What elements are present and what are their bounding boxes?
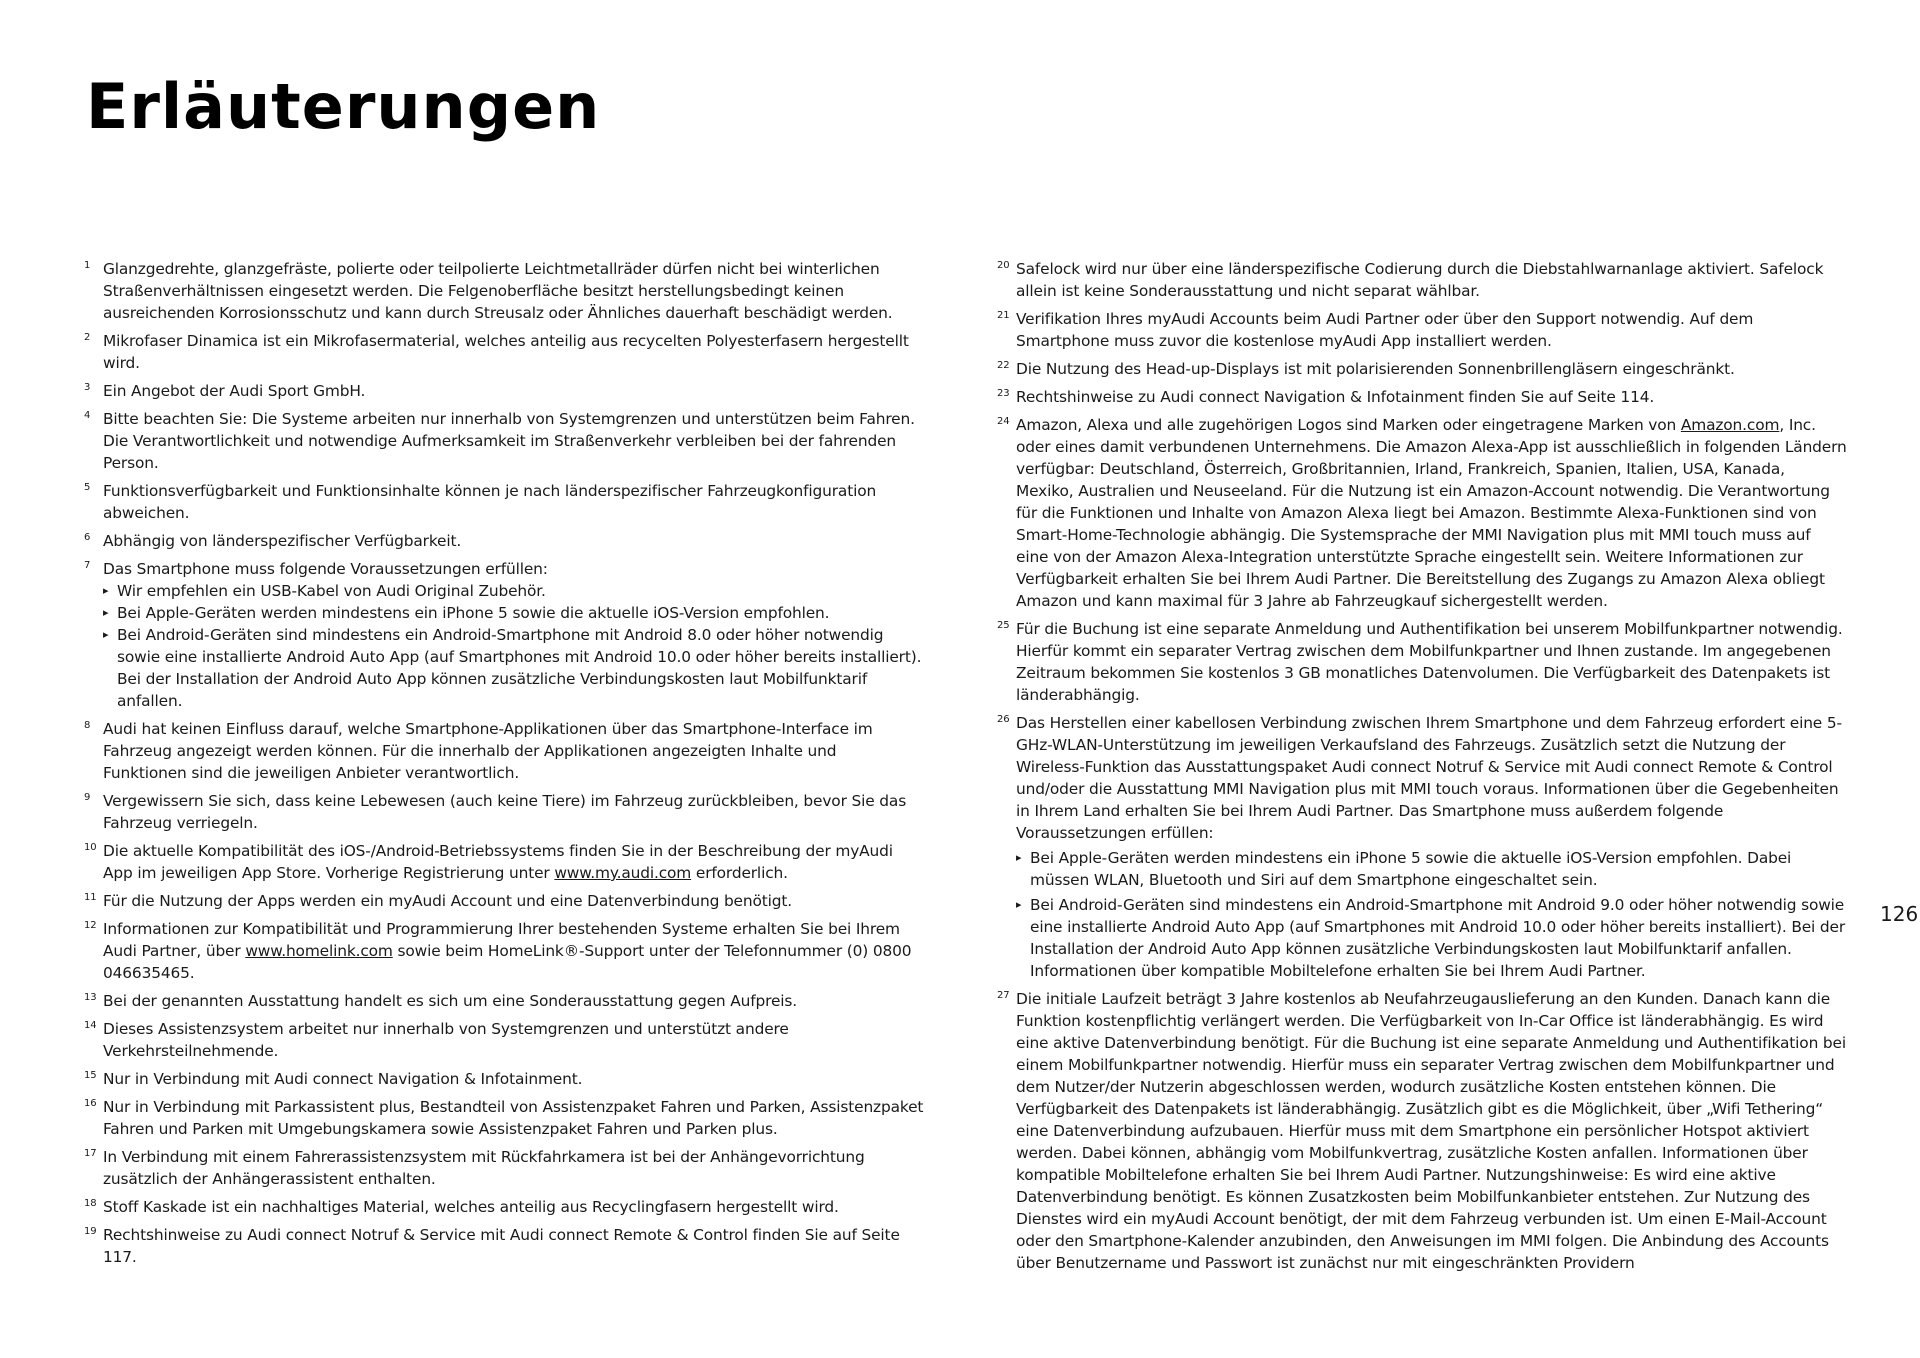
footnote-12 bbox=[84, 918, 924, 984]
footnote-number: 26 bbox=[997, 714, 1010, 725]
footnote-number: 6 bbox=[84, 532, 91, 543]
bullet-item bbox=[1016, 894, 1847, 982]
text-part: Die aktuelle Kompatibilität des iOS-/Android-Betriebssystems finden Sie in der Beschreibung der myAudi App im jeweiligen App Store. Vorherige Registrierung unter bbox=[103, 842, 893, 882]
footnote-number: 15 bbox=[84, 1070, 97, 1081]
arrow-bullet-icon: ▸ bbox=[1016, 898, 1022, 911]
footnote-7 bbox=[84, 558, 924, 712]
bullet-text: Wir empfehlen ein USB-Kabel von Audi Original Zubehör. bbox=[117, 582, 546, 600]
footnote-20 bbox=[997, 258, 1847, 302]
arrow-bullet-icon: ▸ bbox=[103, 628, 109, 641]
footnote-number: 20 bbox=[997, 260, 1010, 271]
footnote-text: Abhängig von länderspezifischer Verfügbarkeit. bbox=[103, 532, 462, 550]
footnote-14 bbox=[84, 1018, 924, 1062]
footnote-text: Nur in Verbindung mit Audi connect Navigation & Infotainment. bbox=[103, 1070, 583, 1088]
footnote-19 bbox=[84, 1224, 924, 1268]
footnote-number: 8 bbox=[84, 720, 91, 731]
footnote-number: 25 bbox=[997, 620, 1010, 631]
footnote-23 bbox=[997, 386, 1847, 408]
footnote-3 bbox=[84, 380, 924, 402]
footnote-text: Dieses Assistenzsystem arbeitet nur innerhalb von Systemgrenzen und unterstützt andere Verkehrsteilnehmende. bbox=[103, 1020, 789, 1060]
footnote-text: Bitte beachten Sie: Die Systeme arbeiten nur innerhalb von Systemgrenzen und unterstützen beim Fahren. Die Verantwortlichkeit und notwendige Aufmerksamkeit im Straßenverkehr verbleiben bei der fahrenden Person. bbox=[103, 410, 915, 472]
footnote-26 bbox=[997, 712, 1847, 982]
footnote-4 bbox=[84, 408, 924, 474]
footnote-text: Die Nutzung des Head-up-Displays ist mit polarisierenden Sonnenbrillengläsern eingeschränkt. bbox=[1016, 360, 1735, 378]
footnote-text: Vergewissern Sie sich, dass keine Lebewesen (auch keine Tiere) im Fahrzeug zurückbleiben, bevor Sie das Fahrzeug verriegeln. bbox=[103, 792, 907, 832]
page-number: 126 bbox=[1880, 902, 1919, 926]
footnote-text: Bei der genannten Ausstattung handelt es sich um eine Sonderausstattung gegen Aufpreis. bbox=[103, 992, 798, 1010]
footnote-number: 14 bbox=[84, 1020, 97, 1031]
footnote-body bbox=[1016, 712, 1847, 982]
bullet-item bbox=[103, 624, 924, 712]
footnote-number: 22 bbox=[997, 360, 1010, 371]
footnote-number: 19 bbox=[84, 1226, 97, 1237]
footnote-9 bbox=[84, 790, 924, 834]
footnote-number: 21 bbox=[997, 310, 1010, 321]
homelink-link[interactable]: www.homelink.com bbox=[245, 942, 393, 960]
footnote-21 bbox=[997, 308, 1847, 352]
footnotes-right-column bbox=[997, 258, 1847, 1280]
footnote-18 bbox=[84, 1196, 924, 1218]
footnote-text: In Verbindung mit einem Fahrerassistenzsystem mit Rückfahrkamera ist bei der Anhängevorrichtung zusätzlich der Anhängerassistent enthalten. bbox=[103, 1148, 865, 1188]
text-part: Informationen zur Kompatibilität und Programmierung Ihrer bestehenden Systeme erhalten Sie bei Ihrem Audi Partner, über bbox=[103, 920, 900, 960]
footnote-27 bbox=[997, 988, 1847, 1274]
footnote-11 bbox=[84, 890, 924, 912]
footnote-number: 27 bbox=[997, 990, 1010, 1001]
footnote-number: 18 bbox=[84, 1198, 97, 1209]
footnote-text: Funktionsverfügbarkeit und Funktionsinhalte können je nach länderspezifischer Fahrzeugkonfiguration abweichen. bbox=[103, 482, 877, 522]
text-part: erforderlich. bbox=[691, 864, 788, 882]
footnote-number: 17 bbox=[84, 1148, 97, 1159]
text-part: , Inc. oder eines damit verbundenen Unternehmens. Die Amazon Alexa-App ist ausschließlich in folgenden Ländern verfügbar: Deutschland, Österreich, Großbritannien, Irland, Frankreich, Spanien, Italien, USA, Kanada, Mexiko, Australien und Neuseeland. Für die Nutzung ist ein Amazon-Account notwendig. Die Verantwortung für die Funktionen und Inhalte von Amazon Alexa liegt bei Amazon. Bestimmte Alexa-Funktionen sind von Smart-Home-Technologie abhängig. Die Systemsprache der MMI Navigation plus mit MMI touch muss auf eine von der Amazon Alexa-Integration unterstützte Sprache eingestellt sein. Weitere Informationen zur Verfügbarkeit erhalten Sie bei Ihrem Audi Partner. Die Bereitstellung des Zugangs zu Amazon Alexa obliegt Amazon und kann maximal für 3 Jahre ab Fahrzeugkauf sichergestellt werden. bbox=[1016, 416, 1847, 610]
footnote-text: Nur in Verbindung mit Parkassistent plus, Bestandteil von Assistenzpaket Fahren und Parken, Assistenzpaket Fahren und Parken mit Umgebungskamera sowie Assistenzpaket Fahren und Parken plus. bbox=[103, 1098, 924, 1138]
bullet-text: Bei Apple-Geräten werden mindestens ein iPhone 5 sowie die aktuelle iOS-Version empfohlen. Dabei müssen WLAN, Bluetooth und Siri auf dem Smartphone eingeschaltet sein. bbox=[1030, 849, 1792, 889]
text-part: sowie beim HomeLink®-Support unter der Telefonnummer (0) 0800 046635465. bbox=[103, 942, 912, 982]
footnote-text bbox=[103, 918, 924, 984]
footnote-text: Für die Nutzung der Apps werden ein myAudi Account und eine Datenverbindung benötigt. bbox=[103, 892, 793, 910]
footnote-number: 12 bbox=[84, 920, 97, 931]
footnote-text: Ein Angebot der Audi Sport GmbH. bbox=[103, 382, 366, 400]
footnote-text: Stoff Kaskade ist ein nachhaltiges Material, welches anteilig aus Recyclingfasern hergestellt wird. bbox=[103, 1198, 839, 1216]
footnote-number: 2 bbox=[84, 332, 91, 343]
footnote-15 bbox=[84, 1068, 924, 1090]
footnote-number: 9 bbox=[84, 792, 91, 803]
footnote-13 bbox=[84, 990, 924, 1012]
footnote-25 bbox=[997, 618, 1847, 706]
my-audi-link[interactable]: www.my.audi.com bbox=[554, 864, 692, 882]
footnote-text: Safelock wird nur über eine länderspezifische Codierung durch die Diebstahlwarnanlage aktiviert. Safelock allein ist keine Sonderausstattung und nicht separat wählbar. bbox=[1016, 260, 1824, 300]
amazon-link[interactable]: Amazon.com bbox=[1680, 416, 1780, 434]
arrow-bullet-icon: ▸ bbox=[103, 584, 109, 597]
footnote-2 bbox=[84, 330, 924, 374]
footnote-text bbox=[103, 840, 924, 884]
footnote-number: 10 bbox=[84, 842, 97, 853]
footnote-number: 5 bbox=[84, 482, 91, 493]
footnote-text: Für die Buchung ist eine separate Anmeldung und Authentifikation bei unserem Mobilfunkpartner notwendig. Hierfür kommt ein separater Vertrag zwischen dem Mobilfunkpartner und Ihnen zustande. Im angegebenen Zeitraum bekommen Sie kostenlos 3 GB monatliches Datenvolumen. Die Verfügbarkeit des Datenpakets ist länderabhängig. bbox=[1016, 620, 1843, 704]
page-title: Erläuterungen bbox=[86, 70, 601, 143]
footnote-text: Rechtshinweise zu Audi connect Navigation & Infotainment finden Sie auf Seite 114. bbox=[1016, 388, 1655, 406]
footnote-number: 3 bbox=[84, 382, 91, 393]
footnote-number: 24 bbox=[997, 416, 1010, 427]
footnote-number: 1 bbox=[84, 260, 91, 271]
footnote-text: Audi hat keinen Einfluss darauf, welche Smartphone-Applikationen über das Smartphone-Interface im Fahrzeug angezeigt werden können. Für die innerhalb der Applikationen angezeigten Inhalte und Funktionen sind die jeweiligen Anbieter verantwortlich. bbox=[103, 720, 873, 782]
footnote-text: Mikrofaser Dinamica ist ein Mikrofasermaterial, welches anteilig aus recycelten Polyesterfasern hergestellt wird. bbox=[103, 332, 909, 372]
footnote-1 bbox=[84, 258, 924, 324]
footnote-text: Rechtshinweise zu Audi connect Notruf & Service mit Audi connect Remote & Control finden Sie auf Seite 117. bbox=[103, 1226, 900, 1266]
footnote-text bbox=[1016, 414, 1847, 612]
footnote-10 bbox=[84, 840, 924, 884]
footnotes-left-column bbox=[84, 258, 924, 1274]
footnote-number: 11 bbox=[84, 892, 97, 903]
bullet-text: Bei Apple-Geräten werden mindestens ein iPhone 5 sowie die aktuelle iOS-Version empfohlen. bbox=[117, 604, 830, 622]
footnote-text: Verifikation Ihres myAudi Accounts beim Audi Partner oder über den Support notwendig. Auf dem Smartphone muss zuvor die kostenlose myAudi App installiert werden. bbox=[1016, 310, 1754, 350]
bullet-item bbox=[103, 580, 924, 602]
bullet-text: Bei Android-Geräten sind mindestens ein Android-Smartphone mit Android 9.0 oder höher notwendig sowie eine installierte Android Auto App (auf Smartphones mit Android 10.0 oder höher bereits installiert). Bei der Installation der Android Auto App können zusätzliche Verbindungskosten laut Mobilfunktarif anfallen. Informationen über kompatible Mobiltelefone erhalten Sie bei Ihrem Audi Partner. bbox=[1030, 896, 1846, 980]
footnote-24 bbox=[997, 414, 1847, 612]
footnote-22 bbox=[997, 358, 1847, 380]
footnote-5 bbox=[84, 480, 924, 524]
footnote-6 bbox=[84, 530, 924, 552]
footnote-number: 7 bbox=[84, 560, 91, 571]
footnote-8 bbox=[84, 718, 924, 784]
arrow-bullet-icon: ▸ bbox=[103, 606, 109, 619]
footnote-17 bbox=[84, 1146, 924, 1190]
footnote-text: Das Smartphone muss folgende Voraussetzungen erfüllen: bbox=[103, 560, 548, 578]
footnote-text: Die initiale Laufzeit beträgt 3 Jahre kostenlos ab Neufahrzeugauslieferung an den Kunden. Danach kann die Funktion kostenpflichtig verlängert werden. Die Verfügbarkeit von In-Car Office ist länderabhängig. Es wird eine aktive Datenverbindung benötigt. Für die Buchung ist eine separate Anmeldung und Authentifikation bei einem Mobilfunkpartner notwendig. Hierfür muss ein separater Vertrag zwischen dem Mobilfunkpartner und dem Nutzer/der Nutzerin abgeschlossen werden, wodurch zusätzliche Kosten entstehen können. Die Verfügbarkeit des Datenpakets ist länderabhängig. Zusätzlich gibt es die Möglichkeit, über „Wifi Tethering“ eine Datenverbindung aufzubauen. Hierfür muss mit dem Smartphone ein persönlicher Hotspot aktiviert werden. Dabei können, abhängig vom Mobilfunkvertrag, zusätzliche Kosten anfallen. Informationen über kompatible Mobiltelefone erhalten Sie bei Ihrem Audi Partner. Nutzungshinweise: Es wird eine aktive Datenverbindung benötigt. Es können Zusatzkosten beim Mobilfunkanbieter entstehen. Zur Nutzung des Dienstes wird ein myAudi Account benötigt, der mit dem Fahrzeug verbunden ist. Um einen E-Mail-Account oder den Smartphone-Kalender anzubinden, den Anweisungen im MMI folgen. Die Anbindung des Accounts über Benutzername und Passwort ist zunächst nur mit eingeschränkten Providern bbox=[1016, 990, 1846, 1272]
footnote-number: 13 bbox=[84, 992, 97, 1003]
text-part: Amazon, Alexa und alle zugehörigen Logos sind Marken oder eingetragene Marken von bbox=[1016, 416, 1681, 434]
footnote-text: Glanzgedrehte, glanzgefräste, polierte oder teilpolierte Leichtmetallräder dürfen nicht bei winterlichen Straßenverhältnissen eingesetzt werden. Die Felgenoberfläche besitzt herstellungsbedingt keinen ausreichenden Korrosionsschutz und kann durch Streusalz oder Ähnliches dauerhaft beschädigt werden. bbox=[103, 260, 893, 322]
bullet-text: Bei Android-Geräten sind mindestens ein Android-Smartphone mit Android 8.0 oder höher notwendig sowie eine installierte Android Auto App (auf Smartphones mit Android 10.0 oder höher bereits installiert). Bei der Installation der Android Auto App können zusätzliche Verbindungskosten laut Mobilfunktarif anfallen. bbox=[117, 626, 922, 710]
arrow-bullet-icon: ▸ bbox=[1016, 851, 1022, 864]
bullet-item bbox=[1016, 847, 1847, 891]
footnote-body bbox=[103, 558, 924, 712]
footnote-number: 23 bbox=[997, 388, 1010, 399]
footnote-number: 16 bbox=[84, 1098, 97, 1109]
footnote-16 bbox=[84, 1096, 924, 1140]
bullet-item bbox=[103, 602, 924, 624]
footnote-text: Das Herstellen einer kabellosen Verbindung zwischen Ihrem Smartphone und dem Fahrzeug erfordert eine 5-GHz-WLAN-Unterstützung im jeweiligen Verkaufsland des Fahrzeugs. Zusätzlich setzt die Nutzung der Wireless-Funktion das Ausstattungspaket Audi connect Notruf & Service mit Audi connect Remote & Control und/oder die Ausstattung MMI Navigation plus mit MMI touch voraus. Informationen über die Gegebenheiten in Ihrem Land erhalten Sie bei Ihrem Audi Partner. Das Smartphone muss außerdem folgende Voraussetzungen erfüllen: bbox=[1016, 714, 1842, 842]
footnote-number: 4 bbox=[84, 410, 91, 421]
